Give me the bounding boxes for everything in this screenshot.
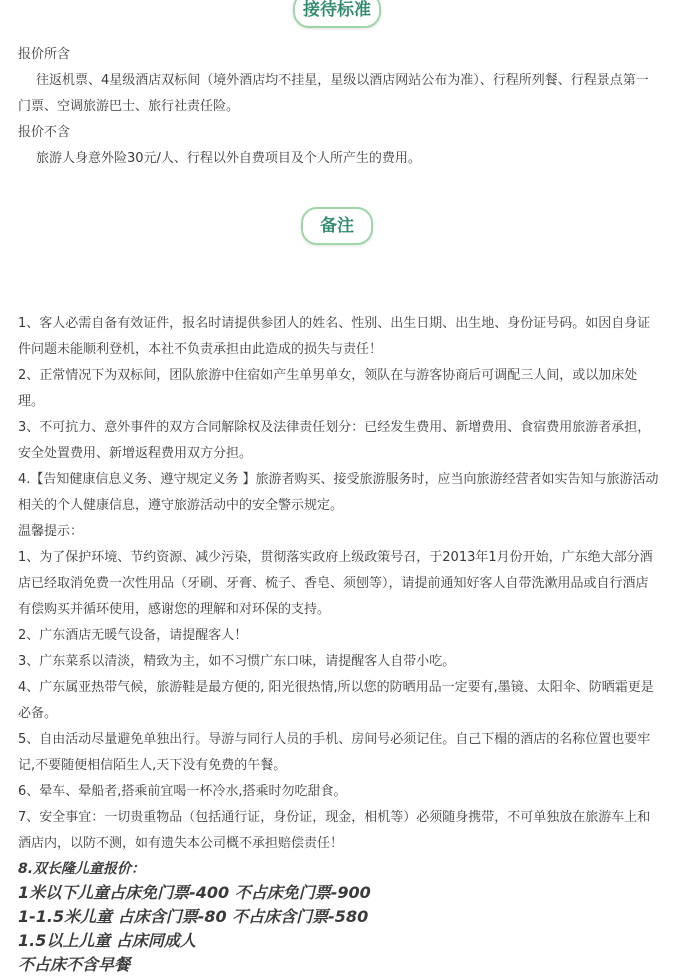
excluded-heading: 报价不含 [18, 125, 71, 140]
included-heading: 报价所含 [18, 47, 71, 62]
child-price-line: 1米以下儿童占床免门票-400 不占床免门票-900 [18, 883, 371, 902]
quote-standard-block [18, 42, 660, 172]
section-title-standard: 接待标准 [293, 0, 381, 28]
tip-item: 5、自由活动尽量避免单独出行。导游与同行人员的手机、房间号必须记住。自己下榻的酒店的名称位置也要牢记,不要随便相信陌生人,天下没有免费的午餐。 [18, 732, 651, 773]
child-price-line: 不占床不含早餐 [18, 955, 131, 974]
note-item: 4.【告知健康信息义务、遵守规定义务 】旅游者购买、接受旅游服务时，应当向旅游经营者如实告知与旅游活动相关的个人健康信息，遵守旅游活动中的安全警示规定。 [18, 472, 659, 513]
tip-item: 7、安全事宜：一切贵重物品（包括通行证，身份证，现金，相机等）必须随身携带，不可单独放在旅游车上和酒店内，以防不测，如有遗失本公司概不承担赔偿责任！ [18, 810, 651, 851]
included-text: 往返机票、4星级酒店双标间（境外酒店均不挂星，星级以酒店网站公布为准）、行程所列餐、行程景点第一门票、空调旅游巴士、旅行社责任险。 [18, 73, 649, 114]
note-item: 3、不可抗力、意外事件的双方合同解除权及法律责任划分：已经发生费用、新增费用、食宿费用旅游者承担，安全处置费用、新增返程费用双方分担。 [18, 420, 651, 461]
excluded-text: 旅游人身意外险30元/人、行程以外自费项目及个人所产生的费用。 [36, 151, 421, 166]
child-price-line: 1-1.5米儿童 占床含门票-80 不占床含门票-580 [18, 907, 369, 926]
tip-item: 1、为了保护环境、节约资源、减少污染，贯彻落实政府上级政策号召，于2013年1月份开始，广东绝大部分酒店已经取消免费一次性用品（牙刷、牙膏、梳子、香皂、须刨等），请提前通知好客人自带洗漱用品或自行酒店有偿购买并循环使用，感谢您的理解和对环保的支持。 [18, 550, 653, 617]
note-item: 2、正常情况下为双标间，团队旅游中住宿如产生单男单女，领队在与游客协商后可调配三人间，或以加床处理。 [18, 368, 638, 409]
section-title-notes: 备注 [301, 207, 373, 245]
tip-item: 4、广东属亚热带气候，旅游鞋是最方便的, 阳光很热情,所以您的防晒用品一定要有,墨镜、太阳伞、防晒霜更是必备。 [18, 680, 654, 721]
child-price-line: 1.5以上儿童 占床同成人 [18, 931, 196, 950]
child-price-heading: 8.双长隆儿童报价： [18, 861, 146, 877]
tip-item: 2、广东酒店无暖气设备，请提醒客人！ [18, 628, 248, 643]
notes-block [18, 311, 660, 977]
tip-item: 6、晕车、晕船者,搭乘前宜喝一杯冷水,搭乘时勿吃甜食。 [18, 784, 347, 799]
note-item: 1、客人必需自备有效证件，报名时请提供参团人的姓名、性别、出生日期、出生地、身份证号码。如因自身证件问题未能顺利登机，本社不负责承担由此造成的损失与责任！ [18, 316, 651, 357]
tip-item: 3、广东菜系以清淡，精致为主，如不习惯广东口味，请提醒客人自带小吃。 [18, 654, 456, 669]
tips-heading: 温馨提示： [18, 524, 84, 539]
